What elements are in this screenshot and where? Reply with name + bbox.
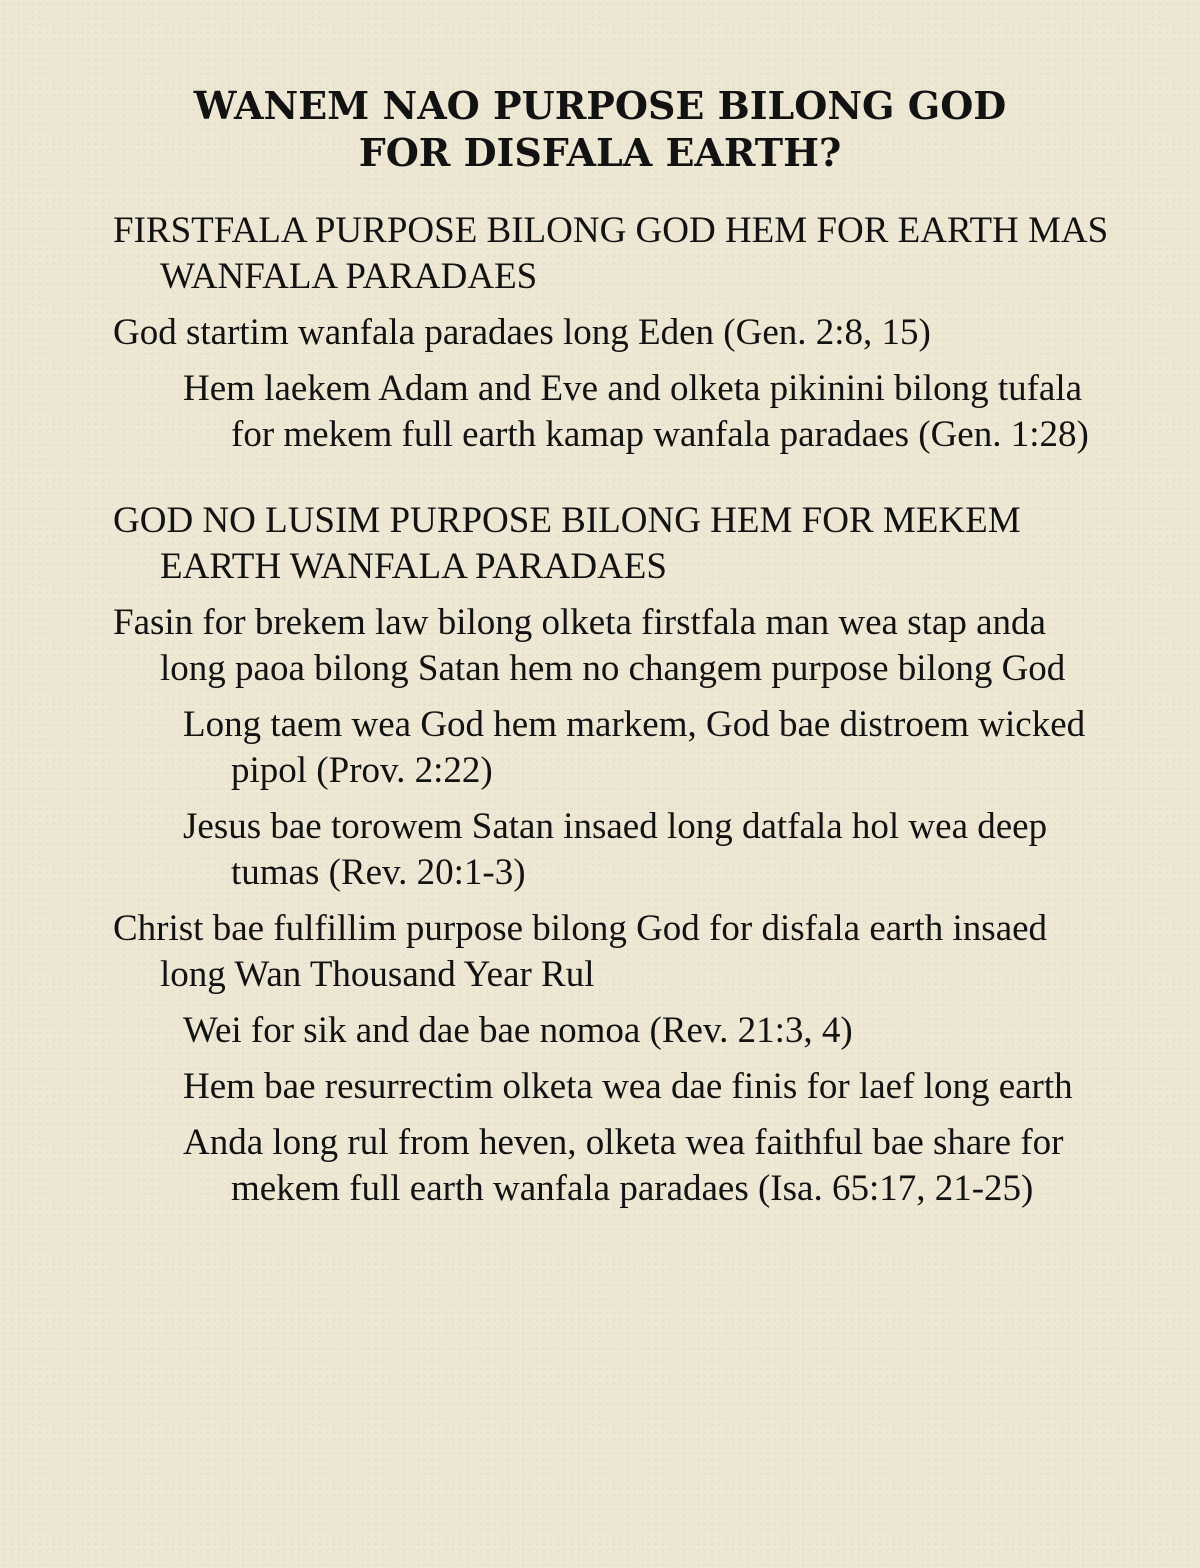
outline-subpoint: Anda long rul from heven, olketa wea faithful bae share for mekem full earth wanfala paradaes (Isa. 65:17, 21-25) [183,1122,1064,1209]
outline-subpoint: Wei for sik and dae bae nomoa (Rev. 21:3, 4) [183,1010,853,1051]
page-title [80,82,1120,176]
section-heading: FIRSTFALA PURPOSE BILONG GOD HEM FOR EARTH MAS WANFALA PARADAES [113,210,1109,297]
outline-point: Fasin for brekem law bilong olketa firstfala man wea stap anda long paoa bilong Satan hem no changem purpose bilong God [113,602,1066,689]
section-spacer [113,468,1110,498]
outline-point: God startim wanfala paradaes long Eden (Gen. 2:8, 15) [113,312,931,353]
title-line-2: FOR DISFALA EARTH? [358,130,842,175]
section-heading: GOD NO LUSIM PURPOSE BILONG HEM FOR MEKEM EARTH WANFALA PARADAES [113,500,1021,587]
outline-subpoint: Jesus bae torowem Satan insaed long datfala hol wea deep tumas (Rev. 20:1-3) [183,806,1048,893]
outline-subpoint: Hem laekem Adam and Eve and olketa pikinini bilong tufala for mekem full earth kamap wanfala paradaes (Gen. 1:28) [183,368,1089,455]
outline-subpoint: Long taem wea God hem markem, God bae distroem wicked pipol (Prov. 2:22) [183,704,1086,791]
title-line-1: WANEM NAO PURPOSE BILONG GOD [193,83,1007,128]
outline-subpoint: Hem bae resurrectim olketa wea dae finis for laef long earth [183,1066,1073,1107]
outline-point: Christ bae fulfillim purpose bilong God for disfala earth insaed long Wan Thousand Year Rul [113,908,1048,995]
